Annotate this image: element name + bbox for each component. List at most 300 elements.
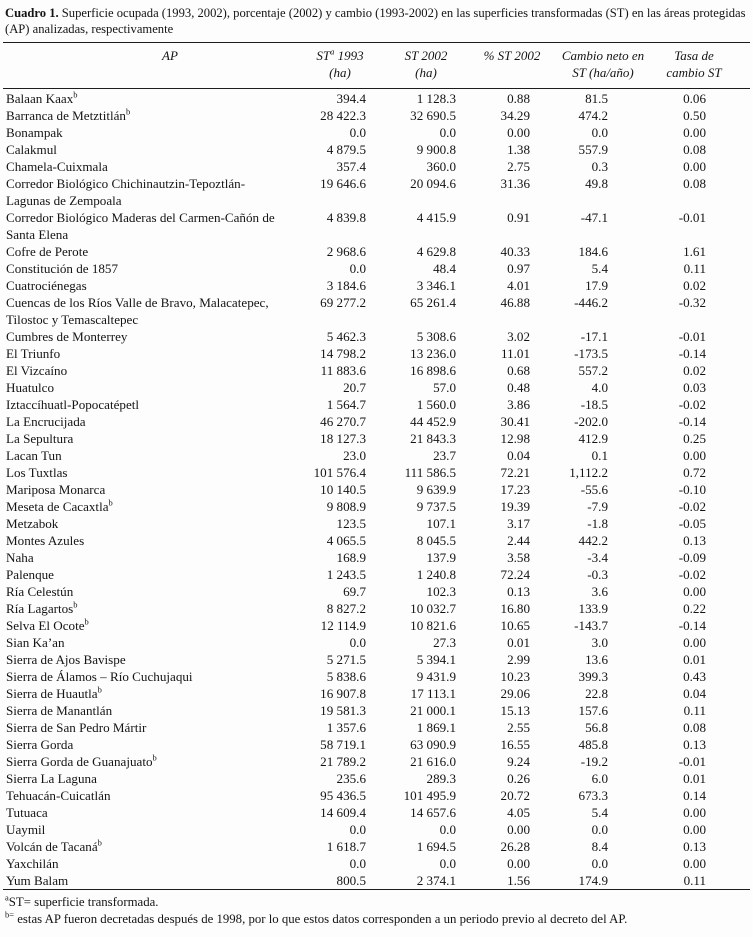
spacer-cell: [706, 651, 747, 668]
st2002-cell: 32 690.5: [410, 108, 456, 123]
tasa-cell: 0.22: [683, 601, 706, 616]
table-row: [6, 141, 747, 158]
st1993-cell: 18 127.3: [320, 431, 366, 446]
tasa-cell: -0.14: [678, 618, 706, 633]
st2002-cell: 0.0: [439, 125, 456, 140]
st2002-cell: 5 308.6: [416, 329, 456, 344]
spacer-cell: [706, 209, 747, 243]
st1993-cell: 14 798.2: [320, 346, 366, 361]
pct-cell: 0.00: [507, 856, 530, 871]
ap-name-cell: Corredor Biológico Maderas del Carmen-Cañón de Santa Elena: [6, 210, 275, 242]
ap-name-cell: Sierra de Huautla$^b$: [6, 684, 102, 701]
st2002-cell: 16 898.6: [410, 363, 456, 378]
footnote-ref-b: b: [125, 106, 131, 117]
ap-name-cell: Huatulco: [6, 380, 54, 395]
table-row: [6, 600, 747, 617]
pct-cell: 29.06: [500, 686, 530, 701]
st2002-cell: 9 900.8: [416, 142, 456, 157]
ap-name-cell: El Vizcaíno: [6, 363, 68, 378]
spacer-cell: [706, 872, 747, 889]
table-caption: [0, 0, 753, 37]
spacer-cell: [706, 702, 747, 719]
tasa-cell: -0.32: [678, 295, 706, 310]
cambio-cell: 8.4: [591, 839, 608, 854]
pct-cell: 1.56: [507, 873, 530, 888]
cambio-cell: -446.2: [574, 295, 608, 310]
ap-name-cell: Sierra de Álamos – Río Cuchujaqui: [6, 669, 193, 684]
st2002-cell: 0.0: [439, 822, 456, 837]
ap-name-cell: Sierra de San Pedro Mártir: [6, 720, 147, 735]
tasa-cell: 0.72: [683, 465, 706, 480]
data-table: [6, 90, 747, 889]
table-row: [6, 787, 747, 804]
pct-cell: 9.24: [507, 754, 530, 769]
spacer-cell: [706, 634, 747, 651]
cambio-cell: 4.0: [591, 380, 608, 395]
st1993-cell: 1 357.6: [326, 720, 366, 735]
ap-name-cell: Naha: [6, 550, 34, 565]
st1993-cell: 46 270.7: [320, 414, 366, 429]
table-row: [6, 685, 747, 702]
cambio-cell: 1,112.2: [569, 465, 608, 480]
footnote-ref-b: b: [73, 599, 78, 610]
st2002-cell: 9 639.9: [416, 482, 456, 497]
st1993-cell: 58 719.1: [320, 737, 366, 752]
cambio-cell: 174.9: [578, 873, 608, 888]
st2002-cell: 14 657.6: [410, 805, 456, 820]
cambio-cell: 5.4: [591, 261, 608, 276]
tasa-cell: 0.13: [683, 839, 706, 854]
cambio-cell: 17.9: [585, 278, 608, 293]
table-row: [6, 753, 747, 770]
pct-cell: 20.72: [500, 788, 530, 803]
table-row: [6, 668, 747, 685]
pct-cell: 2.75: [507, 159, 530, 174]
st1993-cell: 0.0: [349, 822, 366, 837]
st2002-cell: 23.7: [433, 448, 456, 463]
ap-name-cell: Sian Ka’an: [6, 635, 65, 650]
table-row: [6, 804, 747, 821]
st2002-cell: 0.0: [439, 856, 456, 871]
cambio-cell: 157.6: [578, 703, 608, 718]
st2002-cell: 2 374.1: [416, 873, 456, 888]
cambio-cell: 184.6: [578, 244, 608, 259]
spacer-cell: [706, 294, 747, 328]
ap-name-cell: Selva El Ocote$^b$: [6, 616, 89, 633]
st1993-cell: 69 277.2: [320, 295, 366, 310]
cambio-cell: 0.0: [591, 822, 608, 837]
ap-name-cell: Cuencas de los Ríos Valle de Bravo, Malacatepec, Tilostoc y Temascaltepec: [6, 295, 269, 327]
table-row: [6, 481, 747, 498]
tasa-cell: 0.02: [683, 363, 706, 378]
cambio-cell: 3.0: [591, 635, 608, 650]
st1993-cell: 20.7: [343, 380, 366, 395]
pct-cell: 26.28: [500, 839, 530, 854]
tasa-cell: -0.05: [678, 516, 706, 531]
ap-name-cell: Barranca de Metztitlán$^b$: [6, 106, 131, 123]
table-row: [6, 736, 747, 753]
tasa-cell: 0.00: [683, 805, 706, 820]
st1993-cell: 9 808.9: [326, 499, 366, 514]
table-row: [6, 770, 747, 787]
spacer-cell: [706, 447, 747, 464]
st2002-cell: 17 113.1: [410, 686, 456, 701]
cambio-cell: 56.8: [585, 720, 608, 735]
spacer-cell: [706, 158, 747, 175]
st1993-cell: 3 184.6: [326, 278, 366, 293]
cambio-cell: 557.9: [578, 142, 608, 157]
st2002-cell: 1 240.8: [416, 567, 456, 582]
st1993-cell: 1 243.5: [326, 567, 366, 582]
cambio-cell: -1.8: [587, 516, 608, 531]
footnotes: [5, 894, 753, 928]
st1993-cell: 4 839.8: [326, 210, 366, 225]
st2002-cell: 21 843.3: [410, 431, 456, 446]
pct-cell: 4.05: [507, 805, 530, 820]
ap-name-cell: Volcán de Tacaná$^b$: [6, 837, 102, 854]
pct-cell: 46.88: [500, 295, 530, 310]
tasa-cell: 0.50: [683, 108, 706, 123]
caption-text: Superficie ocupada (1993, 2002), porcentaje (2002) y cambio (1993-2002) en las superficies transformadas (ST) en las áreas protegidas (AP) analizadas, respectivamente: [5, 6, 746, 36]
pct-cell: 3.17: [507, 516, 530, 531]
cambio-cell: 49.8: [585, 176, 608, 191]
pct-cell: 40.33: [500, 244, 530, 259]
st1993-cell: 0.0: [349, 261, 366, 276]
tasa-cell: 0.00: [683, 822, 706, 837]
st1993-cell: 19 581.3: [320, 703, 366, 718]
pct-cell: 12.98: [500, 431, 530, 446]
tasa-cell: 0.25: [683, 431, 706, 446]
table-row: [6, 294, 747, 328]
tasa-cell: -0.02: [678, 567, 706, 582]
st2002-cell: 360.0: [426, 159, 456, 174]
footnote-ref-a: a: [330, 46, 335, 57]
ap-name-cell: Calakmul: [6, 142, 57, 157]
table-row: [6, 328, 747, 345]
pct-cell: 3.02: [507, 329, 530, 344]
footnote-marker-a: a: [5, 892, 9, 903]
tasa-cell: 0.03: [683, 380, 706, 395]
pct-cell: 72.21: [500, 465, 530, 480]
ap-name-cell: Yum Balam: [6, 873, 69, 888]
st2002-cell: 9 737.5: [416, 499, 456, 514]
pct-cell: 0.88: [507, 91, 530, 106]
spacer-cell: [706, 124, 747, 141]
pct-cell: 10.23: [500, 669, 530, 684]
st1993-cell: 11 883.6: [320, 363, 366, 378]
cambio-cell: -0.3: [587, 567, 608, 582]
tasa-cell: 0.00: [683, 125, 706, 140]
spacer-cell: [706, 345, 747, 362]
spacer-cell: [706, 260, 747, 277]
pct-cell: 19.39: [500, 499, 530, 514]
spacer-cell: [706, 379, 747, 396]
spacer-cell: [706, 175, 747, 209]
table-row: [6, 277, 747, 294]
pct-cell: 0.91: [507, 210, 530, 225]
cambio-cell: -7.9: [587, 499, 608, 514]
spacer-cell: [706, 532, 747, 549]
st1993-cell: 16 907.8: [320, 686, 366, 701]
spacer-cell: [706, 141, 747, 158]
st2002-cell: 10 821.6: [410, 618, 456, 633]
pct-cell: 17.23: [500, 482, 530, 497]
table-row: [6, 838, 747, 855]
tasa-cell: 0.01: [683, 771, 706, 786]
cambio-cell: 0.3: [591, 159, 608, 174]
tasa-cell: 0.00: [683, 584, 706, 599]
spacer-cell: [706, 243, 747, 260]
st2002-cell: 63 090.9: [410, 737, 456, 752]
ap-name-cell: Tehuacán-Cuicatlán: [6, 788, 111, 803]
pct-cell: 3.58: [507, 550, 530, 565]
cambio-cell: 485.8: [578, 737, 608, 752]
spacer-cell: [706, 855, 747, 872]
spacer-cell: [706, 736, 747, 753]
table-row: [6, 515, 747, 532]
tasa-cell: 0.13: [683, 533, 706, 548]
spacer-cell: [706, 838, 747, 855]
st1993-cell: 5 462.3: [326, 329, 366, 344]
tasa-cell: 0.43: [683, 669, 706, 684]
tasa-cell: -0.01: [678, 754, 706, 769]
cambio-cell: 0.0: [591, 856, 608, 871]
st2002-cell: 10 032.7: [410, 601, 456, 616]
st1993-cell: 19 646.6: [320, 176, 366, 191]
table-row: [6, 158, 747, 175]
footnote-ref-b: b: [152, 752, 157, 763]
table-row: [6, 634, 747, 651]
st2002-cell: 21 000.1: [410, 703, 456, 718]
st1993-cell: 14 609.4: [320, 805, 366, 820]
st2002-cell: 137.9: [426, 550, 456, 565]
st1993-cell: 101 576.4: [313, 465, 366, 480]
spacer-cell: [706, 804, 747, 821]
pct-cell: 3.86: [507, 397, 530, 412]
st1993-cell: 10 140.5: [320, 482, 366, 497]
spacer-cell: [706, 464, 747, 481]
ap-name-cell: Chamela-Cuixmala: [6, 159, 108, 174]
cambio-cell: -202.0: [574, 414, 608, 429]
cambio-cell: 412.9: [578, 431, 608, 446]
spacer-cell: [706, 787, 747, 804]
st2002-cell: 13 236.0: [410, 346, 456, 361]
spacer-cell: [706, 600, 747, 617]
tasa-cell: 0.08: [683, 142, 706, 157]
st2002-cell: 65 261.4: [410, 295, 456, 310]
tasa-cell: 0.00: [683, 448, 706, 463]
st2002-cell: 102.3: [426, 584, 456, 599]
column-header-st1993: $ST^a$ 1993 (ha): [316, 46, 364, 80]
st2002-cell: 1 560.0: [416, 397, 456, 412]
table-row: [6, 362, 747, 379]
st2002-cell: 101 495.9: [403, 788, 456, 803]
tasa-cell: 0.00: [683, 635, 706, 650]
table-row: [6, 498, 747, 515]
tasa-cell: 0.13: [683, 737, 706, 752]
table-row: [6, 549, 747, 566]
table-row: [6, 651, 747, 668]
tasa-cell: 0.00: [683, 159, 706, 174]
ap-name-cell: Cumbres de Monterrey: [6, 329, 128, 344]
table-row: [6, 209, 747, 243]
st1993-cell: 12 114.9: [320, 618, 366, 633]
cambio-cell: 0.0: [591, 125, 608, 140]
table-row: [6, 396, 747, 413]
st2002-cell: 4 415.9: [416, 210, 456, 225]
table-row: [6, 379, 747, 396]
table-row: [6, 175, 747, 209]
table-row: [6, 719, 747, 736]
st2002-cell: 20 094.6: [410, 176, 456, 191]
cambio-cell: 557.2: [578, 363, 608, 378]
st1993-cell: 5 838.6: [326, 669, 366, 684]
ap-name-cell: Mariposa Monarca: [6, 482, 106, 497]
cambio-cell: 22.8: [585, 686, 608, 701]
tasa-cell: 0.06: [683, 91, 706, 106]
ap-name-cell: Yaxchilán: [6, 856, 59, 871]
pct-cell: 0.00: [507, 125, 530, 140]
ap-name-cell: El Triunfo: [6, 346, 61, 361]
spacer-cell: [706, 328, 747, 345]
header-rule: [3, 88, 750, 89]
ap-name-cell: Sierra Gorda de Guanajuato$^b$: [6, 752, 157, 769]
ap-name-cell: Sierra Gorda: [6, 737, 74, 752]
pct-cell: 0.68: [507, 363, 530, 378]
table-row: [6, 413, 747, 430]
footnote-ref-b: b: [108, 497, 113, 508]
footnote-marker-b: b=: [5, 909, 15, 920]
cambio-cell: 3.6: [591, 584, 608, 599]
table-row: [6, 872, 747, 889]
unit-label: (ha): [415, 65, 437, 80]
st2002-cell: 111 586.5: [404, 465, 456, 480]
ap-name-cell: Montes Azules: [6, 533, 85, 548]
ap-name-cell: Sierra de Ajos Bavispe: [6, 652, 126, 667]
spacer-cell: [706, 549, 747, 566]
cambio-cell: -47.1: [580, 210, 608, 225]
spacer-cell: [706, 770, 747, 787]
ap-name-cell: Metzabok: [6, 516, 59, 531]
st1993-cell: 4 065.5: [326, 533, 366, 548]
table-header: [0, 43, 753, 88]
footnote-ref-b: b: [84, 616, 89, 627]
table-row: [6, 260, 747, 277]
cambio-cell: -17.1: [580, 329, 608, 344]
st1993-cell: 0.0: [349, 856, 366, 871]
column-header-tasa: Tasa de cambio ST: [666, 48, 722, 80]
st1993-cell: 235.6: [336, 771, 366, 786]
st1993-cell: 69.7: [343, 584, 366, 599]
spacer-cell: [706, 566, 747, 583]
pct-cell: 0.26: [507, 771, 530, 786]
tasa-cell: -0.10: [678, 482, 706, 497]
st2002-cell: 9 431.9: [416, 669, 456, 684]
table-row: [6, 702, 747, 719]
spacer-cell: [706, 668, 747, 685]
st1993-cell: 1 564.7: [326, 397, 366, 412]
table-row: [6, 464, 747, 481]
st1993-cell: 2 968.6: [326, 244, 366, 259]
st2002-cell: 1 869.1: [416, 720, 456, 735]
st1993-cell: 168.9: [336, 550, 366, 565]
st1993-cell: 95 436.5: [320, 788, 366, 803]
ap-name-cell: Ría Celestún: [6, 584, 74, 599]
table-row: [6, 107, 747, 124]
cambio-cell: -143.7: [574, 618, 608, 633]
spacer-cell: [706, 583, 747, 600]
st1993-cell: 123.5: [336, 516, 366, 531]
ap-name-cell: La Sepultura: [6, 431, 74, 446]
spacer-cell: [706, 396, 747, 413]
pct-cell: 16.55: [500, 737, 530, 752]
ap-name-cell: Sierra de Manantlán: [6, 703, 113, 718]
tasa-cell: -0.02: [678, 499, 706, 514]
pct-cell: 2.99: [507, 652, 530, 667]
unit-label: (ha): [329, 65, 351, 80]
tasa-cell: 0.08: [683, 720, 706, 735]
cambio-cell: -55.6: [580, 482, 608, 497]
cambio-cell: 673.3: [578, 788, 608, 803]
table-body: [6, 90, 747, 889]
tasa-cell: 0.11: [683, 261, 706, 276]
ap-name-cell: Meseta de Cacaxtla$^b$: [6, 497, 113, 514]
cambio-cell: -3.4: [587, 550, 608, 565]
tasa-cell: 0.11: [683, 873, 706, 888]
pct-cell: 16.80: [500, 601, 530, 616]
tasa-cell: -0.01: [678, 210, 706, 225]
st1993-cell: 5 271.5: [326, 652, 366, 667]
tasa-cell: -0.01: [678, 329, 706, 344]
cambio-cell: 399.3: [578, 669, 608, 684]
tasa-cell: 0.04: [683, 686, 706, 701]
column-header-ap: AP: [162, 48, 178, 63]
tasa-cell: -0.14: [678, 346, 706, 361]
cambio-cell: 5.4: [591, 805, 608, 820]
pct-cell: 31.36: [500, 176, 530, 191]
column-header-pct: % ST 2002: [483, 48, 541, 63]
st1993-cell: 0.0: [349, 125, 366, 140]
st1993-cell: 23.0: [343, 448, 366, 463]
ap-name-cell: Tutuaca: [6, 805, 48, 820]
pct-cell: 11.01: [501, 346, 530, 361]
table-row: [6, 532, 747, 549]
st2002-cell: 289.3: [426, 771, 456, 786]
pct-cell: 2.44: [507, 533, 530, 548]
pct-cell: 10.65: [500, 618, 530, 633]
spacer-cell: [706, 515, 747, 532]
st1993-cell: 0.0: [349, 635, 366, 650]
cambio-cell: -18.5: [580, 397, 608, 412]
cambio-cell: 13.6: [585, 652, 608, 667]
pct-cell: 0.48: [507, 380, 530, 395]
ap-name-cell: Cuatrociénegas: [6, 278, 87, 293]
ap-name-cell: Sierra La Laguna: [6, 771, 97, 786]
spacer-cell: [706, 481, 747, 498]
table-row: [6, 90, 747, 107]
pct-cell: 30.41: [500, 414, 530, 429]
st1993-cell: 28 422.3: [320, 108, 366, 123]
pct-cell: 0.97: [507, 261, 530, 276]
table-row: [6, 430, 747, 447]
pct-cell: 15.13: [500, 703, 530, 718]
tasa-cell: 1.61: [683, 244, 706, 259]
st2002-cell: 44 452.9: [410, 414, 456, 429]
cambio-cell: 81.5: [585, 91, 608, 106]
ap-name-cell: Bonampak: [6, 125, 63, 140]
spacer-cell: [706, 821, 747, 838]
pct-cell: 34.29: [500, 108, 530, 123]
